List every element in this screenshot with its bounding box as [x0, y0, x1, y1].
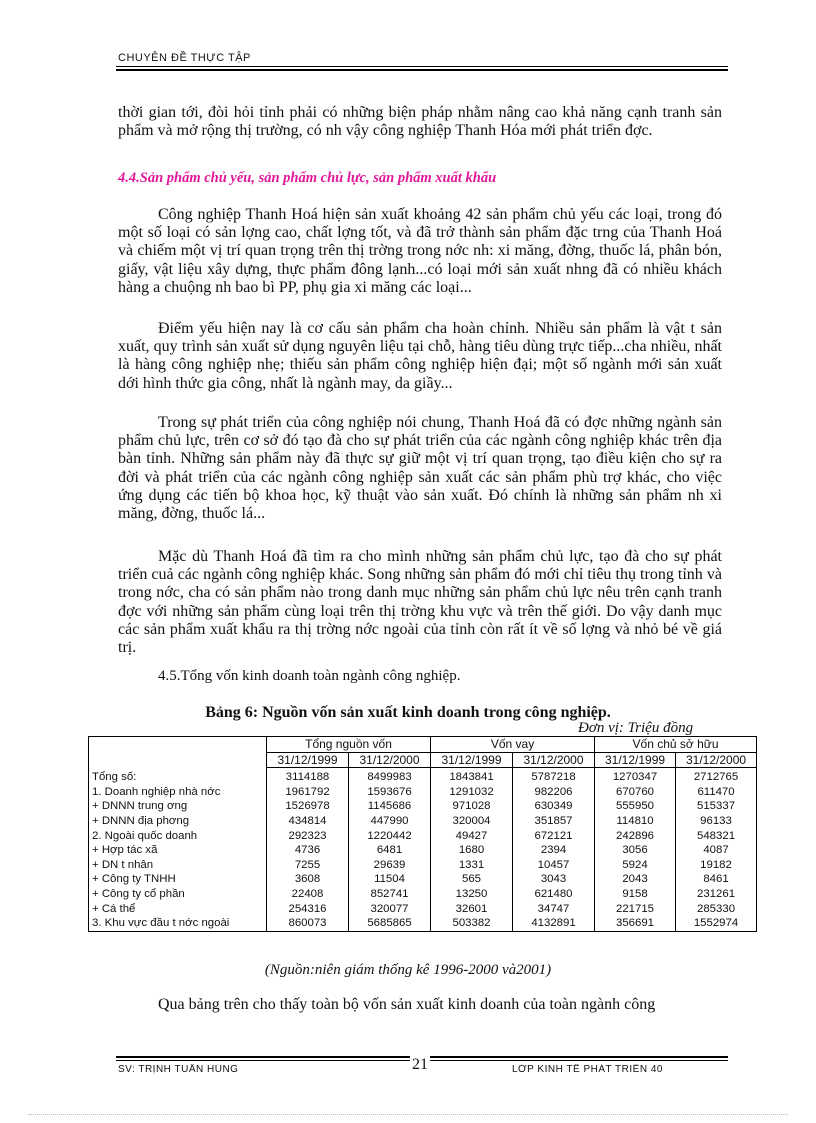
section-4-5-heading: 4.5.Tổng vốn kinh doanh toàn ngành công nghiệp.: [158, 668, 461, 684]
table-cell: 611470: [676, 785, 757, 800]
row-label: + Công ty TNHH: [92, 873, 176, 886]
row-label: 2. Ngoài quốc doanh: [92, 829, 198, 842]
table-row: [89, 887, 757, 902]
table-cell: 8461: [676, 872, 757, 887]
sub-header: 31/12/2000: [676, 752, 757, 768]
table-cell: 1526978: [267, 799, 349, 814]
table-cell: 254316: [267, 902, 349, 917]
sub-header: 31/12/1999: [431, 752, 513, 768]
table-title: Bảng 6: Nguồn vốn sản xuất kinh doanh trong công nghiệp.: [205, 704, 611, 721]
table-row: [89, 858, 757, 873]
table-row: [89, 872, 757, 887]
group-header: Vốn vay: [431, 737, 595, 753]
header-rule-thick: [116, 69, 728, 71]
table-cell: 1552974: [676, 916, 757, 931]
table-cell: 6481: [349, 843, 431, 858]
table-cell: 3056: [595, 843, 676, 858]
table-cell: 231261: [676, 887, 757, 902]
table-cell: 8499983: [349, 768, 431, 785]
sub-header: 31/12/1999: [595, 752, 676, 768]
table-cell: 1331: [431, 858, 513, 873]
sub-header: 31/12/2000: [349, 752, 431, 768]
table-cell: 5685865: [349, 916, 431, 931]
table-cell: 5924: [595, 858, 676, 873]
table-cell: 13250: [431, 887, 513, 902]
table-row: [89, 829, 757, 844]
sub-header: 31/12/2000: [513, 752, 595, 768]
table-cell: 621480: [513, 887, 595, 902]
table-cell: 3608: [267, 872, 349, 887]
table-cell: 19182: [676, 858, 757, 873]
page-number: 21: [412, 1056, 428, 1073]
table-cell: 32601: [431, 902, 513, 917]
table-cell: 2043: [595, 872, 676, 887]
row-label: + Công ty cổ phần: [92, 887, 185, 900]
table-row: [89, 785, 757, 800]
page-header: CHUYÊN ĐỀ THỰC TẬP: [118, 52, 251, 64]
table-cell: 3114188: [267, 768, 349, 785]
row-label: 1. Doanh nghiệp nhà nớc: [92, 785, 221, 798]
group-header: Tổng nguồn vốn: [267, 737, 431, 753]
table-row: [89, 814, 757, 829]
source-note: (Nguồn:niên giám thống kê 1996-2000 và2001): [264, 962, 552, 978]
table-cell: 1145686: [349, 799, 431, 814]
table-cell: 242896: [595, 829, 676, 844]
table-cell: 4736: [267, 843, 349, 858]
table-unit: Đơn vị: Triệu đồng: [578, 720, 694, 736]
row-label: + DN t nhân: [92, 858, 154, 871]
table-cell: 1680: [431, 843, 513, 858]
table-cell: 4087: [676, 843, 757, 858]
table-row: [89, 843, 757, 858]
footer-class: LỚP KINH TẾ PHÁT TRIỂN 40: [512, 1064, 663, 1074]
table-cell: 49427: [431, 829, 513, 844]
closing-paragraph: Qua bảng trên cho thấy toàn bộ vốn sản xuất kinh doanh của toàn ngành công: [158, 996, 656, 1013]
table-cell: 9158: [595, 887, 676, 902]
table-cell: 1961792: [267, 785, 349, 800]
table-row: [89, 768, 757, 785]
table-cell: 3043: [513, 872, 595, 887]
table-cell: 7255: [267, 858, 349, 873]
table-cell: 1593676: [349, 785, 431, 800]
table-cell: 285330: [676, 902, 757, 917]
table-cell: 34747: [513, 902, 595, 917]
row-label: Tổng số:: [92, 770, 137, 783]
table-cell: 11504: [349, 872, 431, 887]
row-label: + DNNN địa phơng: [92, 814, 190, 827]
capital-table: [88, 736, 757, 932]
row-label: 3. Khu vực đầu t nớc ngoài: [92, 917, 230, 930]
table-cell: 320004: [431, 814, 513, 829]
row-label: + Cá thể: [92, 902, 136, 915]
table-cell: 29639: [349, 858, 431, 873]
table-cell: 5787218: [513, 768, 595, 785]
table-cell: 2712765: [676, 768, 757, 785]
table-cell: 351857: [513, 814, 595, 829]
table-cell: 434814: [267, 814, 349, 829]
footer-author: SV: TRỊNH TUẤN HÙNG: [118, 1064, 239, 1074]
table-cell: 555950: [595, 799, 676, 814]
table-cell: 1843841: [431, 768, 513, 785]
table-cell: 221715: [595, 902, 676, 917]
header-rule: [116, 66, 728, 67]
paragraph-2: Điểm yếu hiện nay là cơ cấu sản phẩm cha hoàn chỉnh. Nhiều sản phẩm là vật t sản xuất, quy trình sản xuất sử dụng nguyên liệu tại chỗ, hàng tiêu dùng trực tiếp...cha nhiều, nhất là hàng công nghiệp nhẹ; thiếu sản phẩm công nghiệp hiện đại; một số ngành mới sản xuất dới hình thức gia công, nhất là ngành may, da giầy...: [118, 320, 722, 392]
table-cell: 4132891: [513, 916, 595, 931]
table-cell: 971028: [431, 799, 513, 814]
table-cell: 672121: [513, 829, 595, 844]
table-cell: 96133: [676, 814, 757, 829]
row-label: + Hợp tác xã: [92, 844, 158, 857]
page-edge-divider: [28, 1114, 788, 1115]
intro-paragraph: thời gian tới, đòi hỏi tỉnh phải có những biện pháp nhằm nâng cao khả năng cạnh tranh sản phẩm và mở rộng thị trường, có nh vậy công nghiệp Thanh Hóa mới phát triển đợc.: [118, 104, 722, 140]
section-4-4-heading: 4.4.Sản phẩm chủ yếu, sản phẩm chủ lực, sản phẩm xuất khẩu: [118, 170, 497, 186]
table-row: [89, 799, 757, 814]
paragraph-4: Mặc dù Thanh Hoá đã tìm ra cho mình những sản phẩm chủ lực, tạo đà cho sự phát triển cuả các ngành công nghiệp khác. Song những sản phẩm đó mới chỉ tiêu thụ trong tỉnh và trong nớc, cha có sản phẩm nào trong danh mục những sản phẩm chủ lực nêu trên cạnh tranh đợc với những sản phẩm cùng loại trên thị trờng khu vực và trên thế giới. Do vậy danh mục các sản phẩm xuất khẩu ra thị trờng nớc ngoài của tỉnh còn rất ít về số lợng và nhỏ bé về giá trị.: [118, 548, 722, 657]
table-cell: 356691: [595, 916, 676, 931]
table-cell: 1220442: [349, 829, 431, 844]
table-cell: 2394: [513, 843, 595, 858]
table-cell: 860073: [267, 916, 349, 931]
paragraph-1: Công nghiệp Thanh Hoá hiện sản xuất khoảng 42 sản phẩm chủ yếu các loại, trong đó một số loại có sản lợng cao, chất lợng tốt, và đã trở thành sản phẩm đặc trng của Thanh Hoá và chiếm một vị trí quan trọng trên thị trờng trong nớc nh: xi măng, đờng, thuốc lá, phân bón, giấy, vật liệu xây dựng, thực phẩm đông lạnh...có loại mới sản xuất nhng đã có nhiều khách hàng a chuộng nh bao bì PP, phụ gia xi măng các loại...: [118, 206, 722, 296]
table-cell: 982206: [513, 785, 595, 800]
sub-header: 31/12/1999: [267, 752, 349, 768]
paragraph-3: Trong sự phát triển của công nghiệp nói chung, Thanh Hoá đã có đợc những ngành sản phẩm chủ lực, trên cơ sở đó tạo đà cho sự phát triển của các ngành công nghiệp khác trên địa bàn tỉnh. Những sản phẩm này đã thực sự giữ một vị trí quan trọng, tạo điều kiện cho sự ra đời và phát triển của các ngành công nghiệp sản xuất các sản phẩm phù trợ khác, cho việc ứng dụng các tiến bộ khoa học, kỹ thuật vào sản xuất. Đó chính là những sản phẩm nh xi măng, đờng, thuốc lá...: [118, 414, 722, 523]
table-cell: 292323: [267, 829, 349, 844]
table-cell: 852741: [349, 887, 431, 902]
table-cell: 630349: [513, 799, 595, 814]
table-cell: 548321: [676, 829, 757, 844]
table-cell: 1291032: [431, 785, 513, 800]
table-cell: 670760: [595, 785, 676, 800]
table-cell: 503382: [431, 916, 513, 931]
row-label: + DNNN trung ơng: [92, 800, 188, 813]
table-corner: [89, 737, 267, 768]
table-cell: 320077: [349, 902, 431, 917]
table-cell: 447990: [349, 814, 431, 829]
table-cell: 565: [431, 872, 513, 887]
table-cell: 10457: [513, 858, 595, 873]
group-header: Vốn chủ sở hữu: [595, 737, 757, 753]
table-cell: 22408: [267, 887, 349, 902]
table-row: [89, 902, 757, 917]
table-cell: 114810: [595, 814, 676, 829]
table-cell: 515337: [676, 799, 757, 814]
table-cell: 1270347: [595, 768, 676, 785]
table-row: [89, 916, 757, 931]
